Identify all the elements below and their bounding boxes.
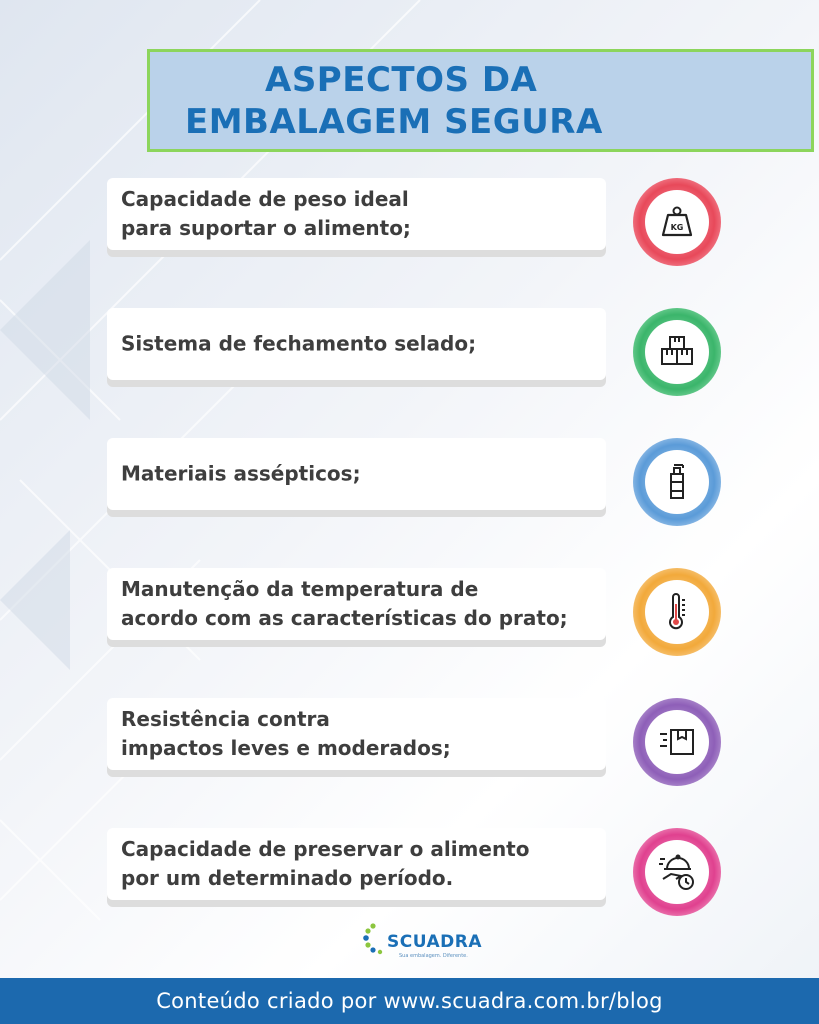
thermometer-icon <box>633 568 721 656</box>
weight-kg-icon <box>633 178 721 266</box>
aspect-card-aseptic <box>107 438 606 510</box>
logo-tagline: Sua embalagem. Diferente. <box>399 953 468 959</box>
aspect-card-weight <box>107 178 606 250</box>
aspect-text: Materiais assépticos; <box>121 461 361 486</box>
footer-credit: Conteúdo criado por www.scuadra.com.br/blog <box>0 978 819 1024</box>
aspect-card-temperature <box>107 568 606 640</box>
logo-wordmark: SCUADRA <box>387 932 483 952</box>
title-banner <box>147 49 814 152</box>
aspect-text: Capacidade de peso ideal para suportar o alimento; <box>121 187 411 240</box>
title-line-2: EMBALAGEM SEGURA <box>185 102 603 142</box>
aspect-text: Sistema de fechamento selado; <box>121 331 477 356</box>
aspect-card-seal <box>107 308 606 380</box>
moving-box-icon <box>633 698 721 786</box>
aspect-text: Capacidade de preservar o alimento por um determinado período. <box>121 837 530 890</box>
food-delivery-clock-icon <box>633 828 721 916</box>
aspect-text: Resistência contra impactos leves e moderados; <box>121 707 451 760</box>
aspect-text: Manutenção da temperatura de acordo com as características do prato; <box>121 577 568 630</box>
aspect-card-preservation <box>107 828 606 900</box>
brand-logo <box>363 920 483 966</box>
weight-label: KG <box>670 223 684 232</box>
sanitizer-bottle-icon <box>633 438 721 526</box>
title-line-1: ASPECTOS DA <box>265 60 538 100</box>
logo-swirl-icon <box>363 923 382 954</box>
aspect-card-impact <box>107 698 606 770</box>
stacked-boxes-icon <box>633 308 721 396</box>
